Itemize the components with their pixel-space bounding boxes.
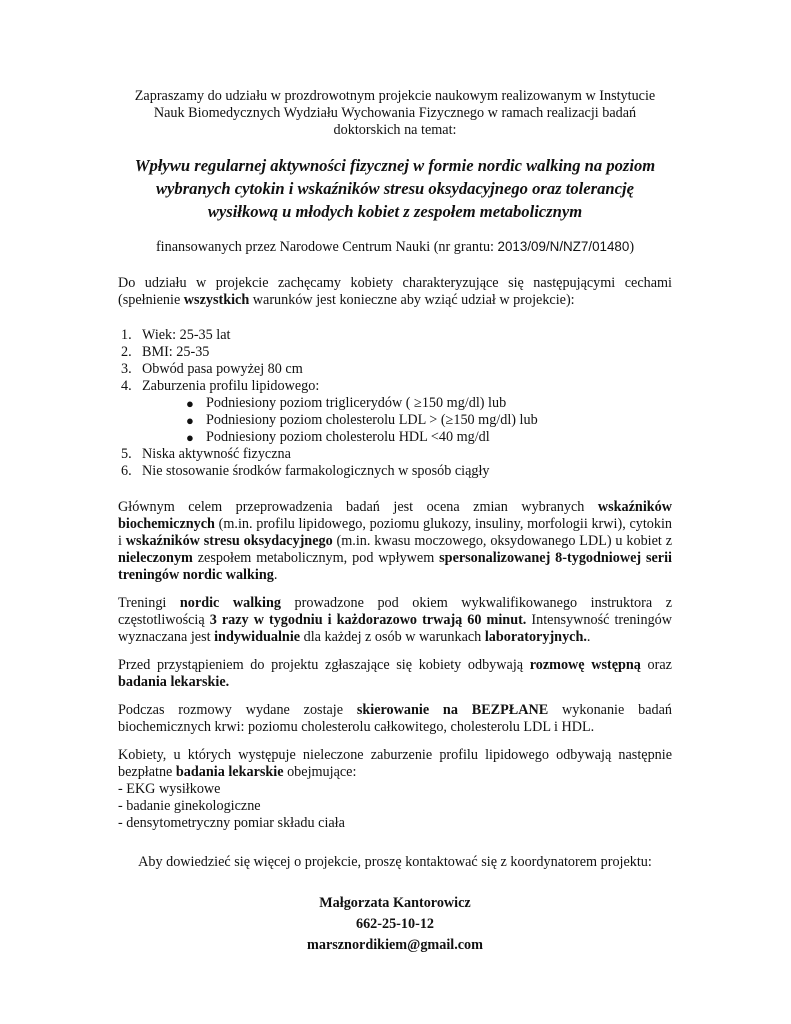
text-run: warunków jest konieczne aby wziąć udział w projekcie):: [249, 292, 575, 308]
list-item-text: Wiek: 25-35 lat: [142, 327, 231, 343]
list-item-text: BMI: 25-35: [142, 344, 210, 360]
criteria-list: [118, 327, 672, 480]
title-line: wysiłkową u młodych kobiet z zespołem metabolicznym: [207, 202, 583, 221]
training-paragraph: [118, 595, 672, 646]
list-number: 1.: [121, 327, 132, 343]
contact-block: [118, 893, 672, 956]
emphasis: spersonalizowanej 8-tygodniowej serii treningów nordic walking: [118, 550, 672, 583]
sublist-item: [118, 395, 672, 412]
intro-line: doktorskich na temat:: [333, 122, 457, 138]
text-run: wykonanie badań biochemicznych krwi: poziomu cholesterolu całkowitego, cholesterolu LDL i HDL.: [118, 702, 672, 735]
emphasis: wszystkich: [183, 292, 250, 308]
text-run: Treningi: [118, 595, 180, 611]
emphasis: laboratoryjnych.: [484, 629, 587, 645]
list-item-text: Zaburzenia profilu lipidowego:: [142, 378, 320, 394]
sublist-item: [118, 429, 672, 446]
text-run: zespołem metabolicznym, pod wpływem: [192, 550, 440, 566]
contact-email[interactable]: marsznordikiem@gmail.com: [307, 937, 483, 953]
list-number: 3.: [121, 361, 132, 377]
emphasis: badania lekarskie: [175, 764, 284, 780]
text-run: Intensywność treningów wyznaczana jest: [118, 612, 672, 645]
text-run: .: [586, 629, 591, 645]
list-number: 5.: [121, 446, 132, 462]
before-paragraph: [118, 657, 672, 691]
emphasis: skierowanie na BEZPŁANE: [356, 702, 549, 718]
text-run: (m.in. profilu lipidowego, poziomu glukozy, insuliny, morfologii krwi), cytokin i: [118, 516, 672, 549]
emphasis: indywidualnie: [214, 629, 301, 645]
exam-item: - EKG wysiłkowe: [118, 781, 221, 797]
bullet-icon: ●: [186, 396, 194, 411]
emphasis: rozmowę wstępną: [529, 657, 641, 673]
contact-name: Małgorzata Kantorowicz: [319, 895, 471, 911]
list-number: 4.: [121, 378, 132, 394]
text-run: Podczas rozmowy wydane zostaje: [118, 702, 357, 718]
lipid-sublist: [118, 395, 672, 446]
bullet-icon: ●: [186, 430, 194, 445]
list-number: 2.: [121, 344, 132, 360]
exams-section: [118, 747, 672, 832]
criteria-intro: [118, 275, 672, 309]
text-run: Kobiety, u których występuje nieleczone zaburzenie profilu lipidowego odbywają następnie bezpłatne: [118, 747, 672, 780]
funding-text: finansowanych przez Narodowe Centrum Nauki (nr grantu:: [155, 239, 498, 255]
emphasis: wskaźników biochemicznych: [118, 499, 672, 532]
exams-paragraph: [118, 747, 672, 781]
list-item-text: Obwód pasa powyżej 80 cm: [142, 361, 303, 377]
text-run: dla każdej z osób w warunkach: [300, 629, 485, 645]
list-item: [118, 327, 672, 344]
sublist-item-text: Podniesiony poziom cholesterolu LDL > (≥150 mg/dl) lub: [206, 412, 538, 428]
intro-line: Zapraszamy do udziału w prozdrowotnym projekcie naukowym realizowanym w Instytucie: [134, 88, 656, 104]
title-line: Wpływu regularnej aktywności fizycznej w formie nordic walking na poziom: [134, 156, 656, 175]
exam-item: - badanie ginekologiczne: [118, 798, 261, 814]
emphasis: badania lekarskie.: [118, 674, 230, 690]
text-run: obejmujące:: [283, 764, 357, 780]
text-run: oraz: [640, 657, 672, 673]
grant-number: 2013/09/N/NZ7/01480: [497, 239, 630, 254]
emphasis: nordic walking: [179, 595, 281, 611]
text-run: .: [273, 567, 278, 583]
goal-paragraph: [118, 499, 672, 584]
referral-paragraph: [118, 702, 672, 736]
list-item: [118, 344, 672, 361]
list-item-text: Nie stosowanie środków farmakologicznych w sposób ciągły: [142, 463, 490, 479]
contact-phone: 662-25-10-12: [355, 916, 435, 932]
text-run: prowadzone pod okiem wykwalifikowanego instruktora z częstotliwością: [118, 595, 673, 628]
exam-item: - densytometryczny pomiar składu ciała: [118, 815, 345, 831]
text-run: Do udziału w projekcie zachęcamy kobiety charakteryzujące się następującymi cechami (spełnienie: [118, 275, 672, 308]
bullet-icon: ●: [186, 413, 194, 428]
sublist-item-text: Podniesiony poziom cholesterolu HDL <40 mg/dl: [206, 429, 490, 445]
list-item: [118, 446, 672, 463]
list-item: [118, 361, 672, 378]
sublist-item: [118, 412, 672, 429]
emphasis: 3 razy w tygodniu i każdorazowo trwają 60 minut.: [209, 612, 527, 628]
contact-intro: Aby dowiedzieć się więcej o projekcie, proszę kontaktować się z koordynatorem projektu:: [138, 854, 652, 870]
funding-note: [118, 238, 672, 256]
project-title: [118, 154, 672, 223]
emphasis: nieleczonym: [118, 550, 193, 566]
text-run: (m.in. kwasu moczowego, oksydowanego LDL) u kobiet z: [332, 533, 672, 549]
emphasis: wskaźników stresu oksydacyjnego: [125, 533, 333, 549]
list-item: [118, 463, 672, 480]
intro-paragraph: [121, 88, 669, 139]
list-number: 6.: [121, 463, 132, 479]
lipid-sublist-container: [118, 395, 672, 446]
funding-close: ): [629, 239, 635, 255]
document-content: [118, 88, 672, 956]
title-line: wybranych cytokin i wskaźników stresu oksydacyjnego oraz tolerancję: [155, 179, 634, 198]
list-item: [118, 378, 672, 395]
sublist-item-text: Podniesiony poziom triglicerydów ( ≥150 mg/dl) lub: [206, 395, 507, 411]
intro-line: Nauk Biomedycznych Wydziału Wychowania Fizycznego w ramach realizacji badań: [153, 105, 637, 121]
text-run: Przed przystąpieniem do projektu zgłaszające się kobiety odbywają: [118, 657, 530, 673]
list-item-text: Niska aktywność fizyczna: [142, 446, 291, 462]
text-run: Głównym celem przeprowadzenia badań jest ocena zmian wybranych: [118, 499, 598, 515]
